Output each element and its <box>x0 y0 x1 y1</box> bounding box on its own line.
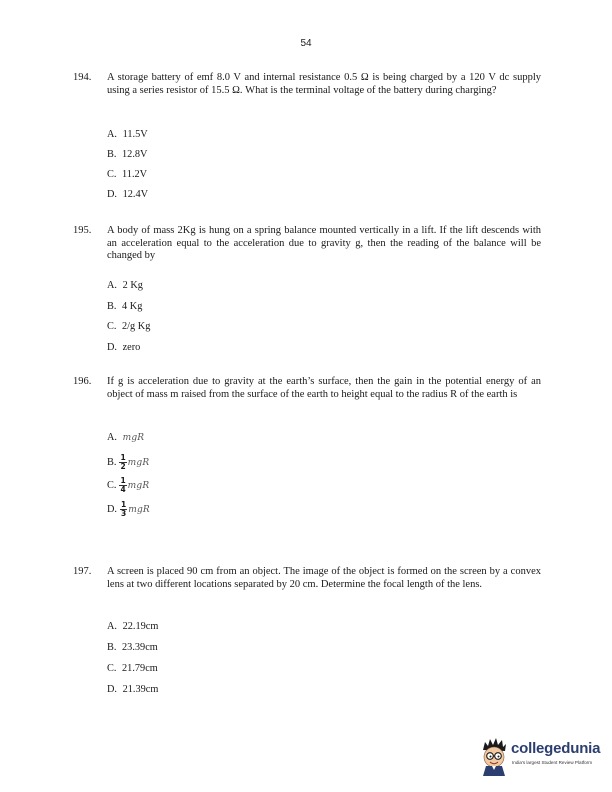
option-a <box>107 621 158 632</box>
option-a <box>107 280 143 291</box>
option-b <box>107 454 149 471</box>
page-number: 54 <box>300 38 312 49</box>
option-letter: B. <box>107 642 117 653</box>
option-c <box>107 663 158 674</box>
fraction <box>120 501 127 518</box>
option-letter: A. <box>107 280 118 291</box>
option-a <box>107 129 148 140</box>
option-letter: B. <box>107 456 117 468</box>
option-letter: A. <box>107 432 118 443</box>
option-text: zero <box>122 342 141 353</box>
fraction <box>119 477 126 494</box>
collegedunia-logo <box>478 736 606 776</box>
option-text: 23.39cm <box>122 642 158 653</box>
option-formula: mgR <box>122 433 145 443</box>
fraction-denominator: 4 <box>120 485 126 494</box>
option-text: 2/g Kg <box>122 321 151 332</box>
option-letter: D. <box>107 503 118 515</box>
question-number: 195. <box>73 225 92 236</box>
mascot-icon <box>478 736 510 776</box>
option-formula: mgR <box>127 480 150 491</box>
option-letter: D. <box>107 342 118 353</box>
option-d <box>107 684 158 695</box>
question-text: If g is acceleration due to gravity at the earth’s surface, then the gain in the potential energy of an object of mass m raised from the surface of the earth to height equal to the radius R of the earth is <box>107 376 541 400</box>
option-b <box>107 149 148 160</box>
question-number: 197. <box>73 566 92 577</box>
option-text: 22.19cm <box>122 621 159 632</box>
logo-tagline: India's largest Student Review Platform <box>512 760 593 765</box>
question-text: A screen is placed 90 cm from an object. The image of the object is formed on the screen by a convex lens at two different locations separated by 20 cm. Determine the focal length of the lens. <box>107 566 541 590</box>
option-letter: C. <box>107 321 117 332</box>
option-letter: A. <box>107 621 118 632</box>
option-text: 12.4V <box>122 189 149 200</box>
option-d <box>107 189 148 200</box>
option-d <box>107 342 140 353</box>
option-d <box>107 501 150 518</box>
question-text: A body of mass 2Kg is hung on a spring balance mounted vertically in a lift. If the lift descends with an acceleration equal to the acceleration due to gravity g, then the reading of the balance will be changed by <box>107 225 541 262</box>
option-text: 11.5V <box>122 129 148 140</box>
option-letter: C. <box>107 479 117 491</box>
option-a <box>107 432 144 443</box>
option-letter: C. <box>107 169 117 180</box>
question-number: 196. <box>73 376 92 387</box>
option-letter: B. <box>107 301 117 312</box>
option-text: 11.2V <box>122 169 148 180</box>
option-text: 4 Kg <box>122 301 143 312</box>
option-text: 21.39cm <box>122 684 159 695</box>
question-text: A storage battery of emf 8.0 V and internal resistance 0.5 Ω is being charged by a 120 V dc supply using a series resistor of 15.5 Ω. What is the terminal voltage of the battery during charging? <box>107 72 541 96</box>
fraction-denominator: 2 <box>120 462 126 471</box>
option-text: 12.8V <box>122 149 148 160</box>
fraction-numerator: 1 <box>120 453 126 462</box>
option-c <box>107 169 147 180</box>
option-letter: C. <box>107 663 117 674</box>
option-formula: mgR <box>127 457 150 468</box>
option-b <box>107 301 142 312</box>
option-text: 2 Kg <box>122 280 143 291</box>
option-text: 21.79cm <box>122 663 158 674</box>
fraction-denominator: 3 <box>121 509 127 518</box>
question-number: 194. <box>73 72 92 83</box>
option-letter: D. <box>107 684 118 695</box>
option-b <box>107 642 158 653</box>
option-c <box>107 477 149 494</box>
fraction <box>119 454 126 471</box>
fraction-numerator: 1 <box>121 500 127 509</box>
logo-wordmark: collegedunia <box>511 740 601 757</box>
option-letter: D. <box>107 189 118 200</box>
fraction-numerator: 1 <box>120 476 126 485</box>
option-letter: B. <box>107 149 117 160</box>
option-formula: mgR <box>128 504 150 515</box>
option-c <box>107 321 150 332</box>
option-letter: A. <box>107 129 118 140</box>
